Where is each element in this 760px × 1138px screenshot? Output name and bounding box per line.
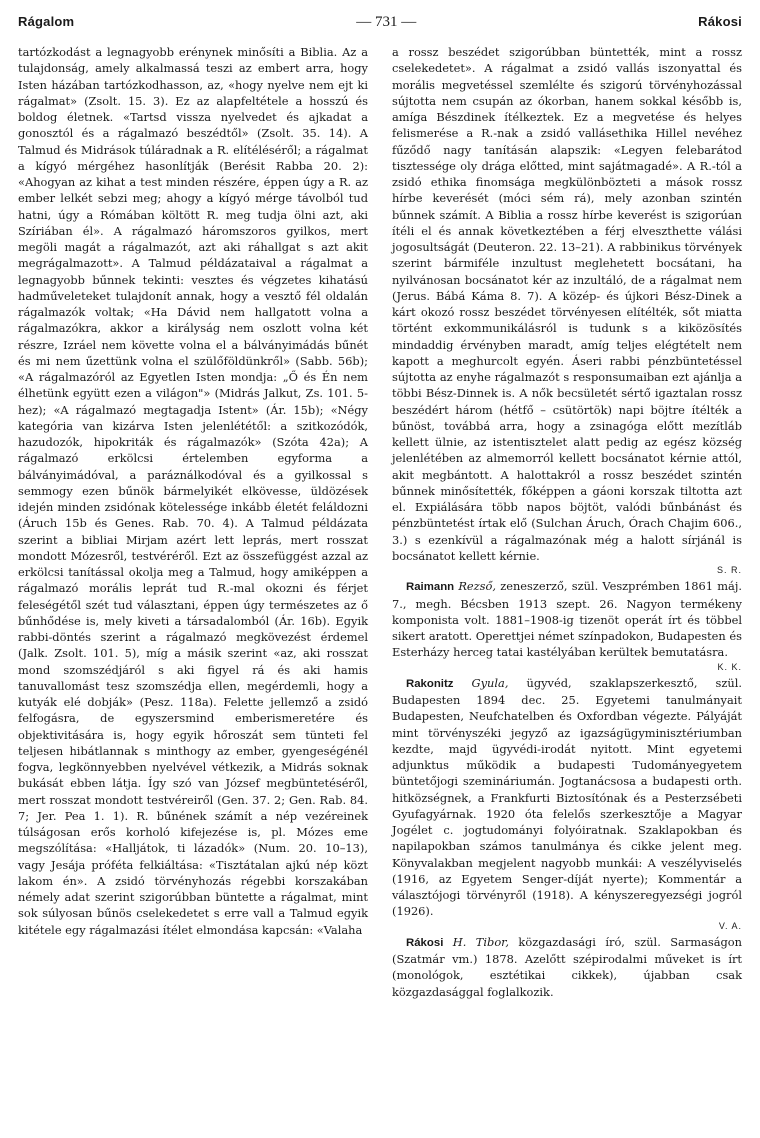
entry-headword: Raimann xyxy=(406,581,455,594)
entry-body: zeneszerző, szül. Veszprémben 1861 máj. 7., megh. Bécsben 1913 szept. 26. Nagyon termékeny komponista volt. 1881–1908-ig tizenöt operát írt és többel sikert aratott. Operettjei német színpadokon, Budapesten és Esterházy herceg tatai kastélyában kerültek bemutatásra. xyxy=(392,579,742,660)
author-signature: K. K. xyxy=(717,661,742,672)
running-header xyxy=(18,14,742,40)
entry-headword: Rakonitz xyxy=(406,677,454,690)
entry-raimann xyxy=(392,578,742,660)
entry-continuation-text: a rossz beszédet szigorúbban büntették, mint a rossz cselekedetet». A rágalmat a zsidó vallás iszonyattal és morális megvetéssel szemlélte és szigorú törvényhozással sújtotta nem csupán az ókorban, hanem sokkal később is, amíga Bészdinek ítélkeztek. Ez a megvetése és helyes felismerése a R.-nak a zsidó vallásethika Hillel nevéhez fűződő nagy tanításán alapszik: «Legyen felebarátod tisztessége oly drága előtted, mint sajátmagadé». A R.-tól a zsidó ethika finomsága megkülönbözteti a mások rossz hírbe keverését (móci sém rá), mely azonban szintén bűnnek számít. A Biblia a rossz hírbe keverést is szigorúan ítéli el és annak következtében a férj elveszthette válási jogosultságát (Deuteron. 22. 13–21). A rabbinikus törvények szerint bármiféle inzultust meglehetett bocsátani, ha nyilvánosan bocsánatot kér az inzultáló, de a rágalmat nem (Jerus. Bábá Káma 8. 7). A közép- és újkori Bész-Dinek a kárt okozó rossz beszédet törvényesen elítélték, sőt miatta történt exkommunikálásról is tudunk s a kiközösítés mindaddig érvényben maradt, amíg teljes elégtételt nem kapott a meghurcolt egyén. Áseri rabbi pénzbüntetéssel sújtotta az enyhe rágalmazót s responsumaiban ezt ajánlja a többi Bész-Dinnek is. A nők becsületét sértő igaztalan rossz beszédért három (hétfő – csütörtök) napi böjtre ítélték a bűnöst, továbbá arra, hogy a zsinagóga előtt mezítláb kellett ülnie, az istentisztelet alatt pedig az egész község jelenlétében az almemorról kellett bocsánatot kérnie attól, akit megbántott. A halottakról a rossz beszédet szintén bűnnek minősítették, főképpen a gáoni korszak tiltotta azt el. Expiálására több napos böjtöt, valódi bűnbánást és pénzbüntetést írtak elő (Sulchan Áruch, Órach Chajim 606., 3.) s ezenkívül a rágalmazónak még a halott sírjánál is bocsánatot kellett kérnie. xyxy=(392,45,742,563)
entry-rakosi xyxy=(392,934,742,1000)
entry-body: ügyvéd, szaklapszerkesztő, szül. Budapesten 1894 dec. 25. Egyetemi tanulmányait Budapesten, Neufchatelben és Oxfordban végezte. Pályáját mint törvényszéki jegyző az igazságügyminisztériumban kezdte, majd ügyvédi-irodát nyitott. Mint egyetemi adjunktus működik a budapesti Tudományegyetem büntetőjogi szemináriumán. Jogtanácsosa a budapesti orth. hitközségnek, a Frankfurti Biztosítónak és a Pesterzsébeti Gyufagyárnak. 1920 óta felelős szerkesztője a Magyar Jogélet c. jogtudományi folyóiratnak. Szaklapokban és napilapokban számos tanulmánya és cikke jelent meg. Könyvalakban megjelent nagyobb munkái: A veszélyviselés (1916, az Egyetem Senger-díját nyerte); Kommentár a választójogi törvényről (1918). A kényszeregyezségi jogról (1926). xyxy=(392,675,742,919)
entry-given-name: Rezső, xyxy=(458,579,496,594)
author-signature: V. A. xyxy=(718,920,742,931)
text-columns xyxy=(18,44,742,1000)
left-column-text: tartózkodást a legnagyobb erénynek minősíti a Biblia. Az a tulajdonság, amely alkalmassá teszi az embert arra, hogy Isten házában tartózkodhasson, az, «hogy nyelve nem ejt ki rágalmat» (Zsolt. 15. 3). Ez az alapfeltétele a hosszú és boldog életnek. «Tartsd vissza nyelvedet és ajkadat a gonosztól és a rágalmazó beszédtől» (Zsolt. 35. 14). A Talmud és Midrások túláradnak a R. elítéléséről; a rágalmat a kígyó mérgéhez hasonlítják (Berésit Rabba 20. 2): «Ahogyan az kihat a test minden részére, éppen úgy a R. az ember lelkét sebzi meg; ahogy a kígyó mérge távolból tud hatni, úgy a Rómában költött R. meg tudja ölni azt, aki Szíriában él». A rágalmazó háromszoros gyilkos, mert megöli magát a rágalmazót, azt aki ráhallgat s azt akit megrágalmazott». A Talmud példázataival a rágalmat a legnagyobb bűnnek tekinti: vesztes és végzetes kihatású hadműveleteket tulajdonít annak, hogy a vesztő fél oldalán rágalmazók voltak; «Ha Dávid nem hallgatott volna a rágalmazókra, akkor a királyság nem oszlott volna két részre, Izráel nem követte volna el a bálványimádás bűnét és mi nem űzettünk volna el szülőföldünkről» (Sabb. 56b); «A rágalmazóról az Egyetlen Isten mondja: „Ő és Én nem élhetünk együtt ezen a világon"» (Midrás Jalkut, Zs. 101. 5-hez); «A rágalmazó megtagadja Istent» (Ár. 15b); «Négy kategória van kizárva Isten jelenlététől: a szitkozódók, hazudozók, hipokriták és rágalmazók» (Szóta 42a); A rágalmazó erkölcsi értelemben egyforma a bálványimádóval, a paráználkodóval és a gyilkossal s semmogy ezen bűnök bármelyikét elkövesse, üldözések idején minden zsidónak kötelessége inkább életét feláldozni (Áruch 15b és Genes. Rab. 70. 4). A Talmud példázata szerint a bibliai Mirjam azért lett leprás, mert rosszat mondott Mózesről, testvéréről. Ezt az összefüggést azzal az erkölcsi tanítással okolja meg a Talmud, hogy amiképpen a rágalmazó morális leprát tud R.-mal okozni és férjet feleségétől szét tud választani, éppen úgy természetes az ő bűnhődése is, mely kiveti a társadalomból (Ár. 16b). Egyik rabbi-döntés szerint a rágalmazó megkövezést érdemel (Jalk. Zsolt. 101. 5), míg a másik szerint «az, aki rosszat mond szomszédjáról s aki figyel rá és aki hamis tanuvallomást tesz szomszédja ellen, megérdemli, hogy a kutyák elé dobják» (Pesz. 118a). Felette jellemző a zsidó felfogásra, de egyszersmind emberismeretére és objektivitására is, hogy egyik hőroszát sem tünteti fel teljesen hibátlannak s minthogy az ember, gyengeségénél fogva, legkönnyebben nyelvével vétkezik, a Midrás soknak bukását ebben látja. Így szó van József megbüntetéséről, mert rosszat mondott testvéreiről (Gen. 37. 2; Gen. Rab. 84. 7; Jer. Pea 1. 1). R. bűnének számít a nép vezéreinek túlságosan erős korholó kifejezése is, pl. Mózes eme megszólítása: «Halljátok, ti lázadók» (Num. 20. 10–13), vagy Jesája próféta felkiáltása: «Tisztátalan ajkú nép közt lakom én». A zsidó törvényhozás régebbi korszakában némely adat szerint szigorúbban büntette a rágalmat, mint sok súlyosan bűnös cselekedetet s erre vall a Talmud egyik kitétele egy rágalmazási ítélet elmondása kapcsán: «Valaha xyxy=(18,45,368,937)
header-right-keyword: Rákosi xyxy=(698,14,742,29)
header-left-keyword: Rágalom xyxy=(18,14,75,29)
entry-rakonitz xyxy=(392,675,742,920)
left-column xyxy=(18,44,368,1000)
right-column xyxy=(392,44,742,1000)
entry-body: közgazdasági író, szül. Sarmaságon (Szatmár vm.) 1878. Azelőtt szépirodalmi műveket is írt (monológok, esztétikai cikkek), újabban csak közgazdasággal foglalkozik. xyxy=(392,934,742,999)
entry-given-name: H. Tibor, xyxy=(452,934,509,949)
page-number: — 731 — xyxy=(356,14,417,30)
entry-headword: Rákosi xyxy=(406,936,444,949)
author-signature: S. R. xyxy=(716,565,742,575)
entry-given-name: Gyula, xyxy=(471,675,509,690)
